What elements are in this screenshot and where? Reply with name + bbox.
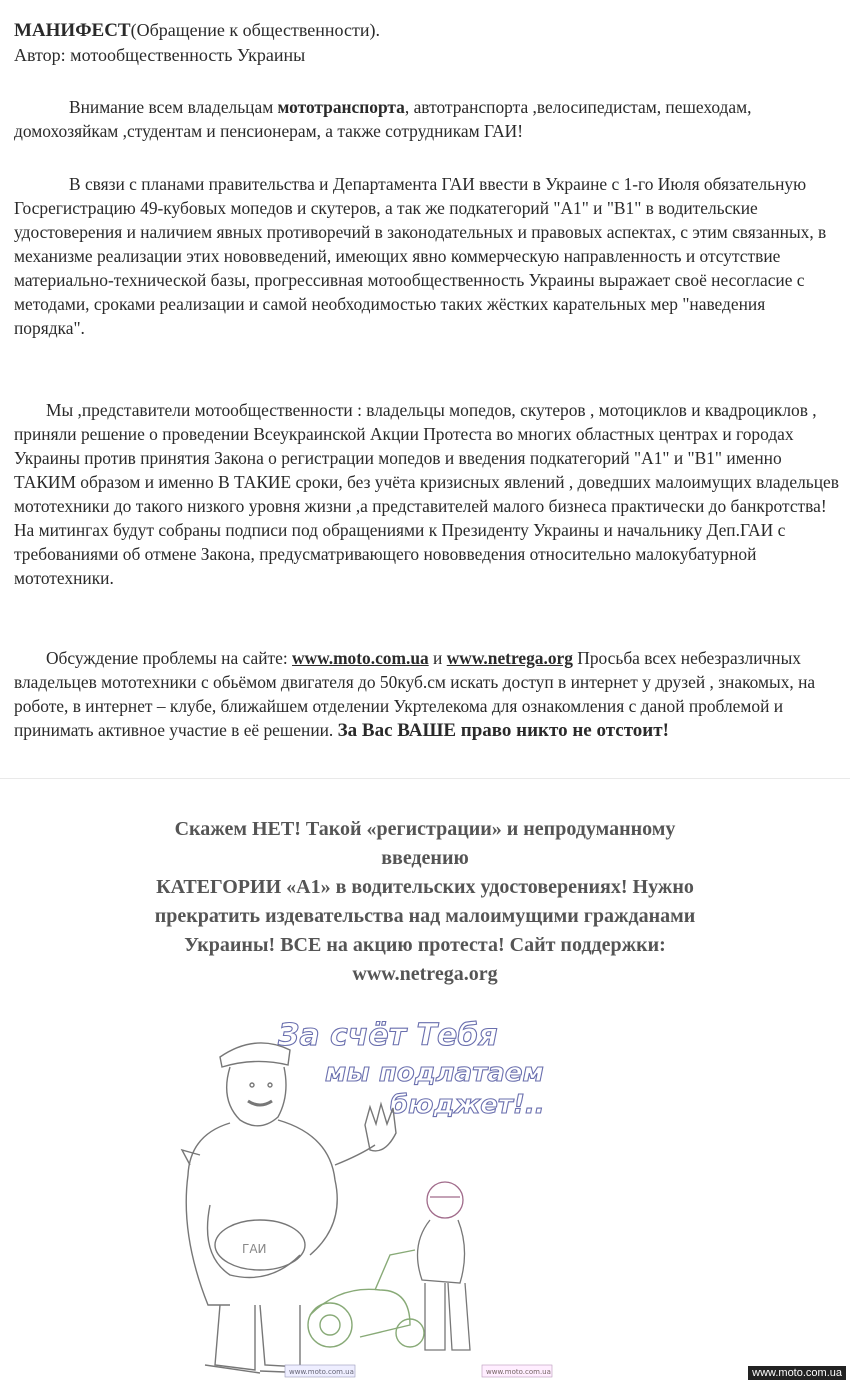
- child-figure: [418, 1182, 471, 1350]
- manifesto-title: МАНИФЕСТ: [14, 20, 131, 41]
- slogan-line: Скажем НЕТ! Такой «регистрации» и непродуманному: [174, 818, 676, 840]
- p1-text: Внимание всем владельцам: [69, 97, 278, 117]
- cartoon-caption-line: За счёт Тебя: [278, 1018, 498, 1053]
- cartoon-illustration: [160, 1005, 600, 1380]
- slogan-line: Украины! ВСЕ на акцию протеста! Сайт поддержки:: [184, 934, 666, 956]
- cartoon-caption-line: бюджет!..: [390, 1090, 545, 1120]
- paragraph-reasons: [14, 172, 840, 340]
- scooter-figure: [308, 1250, 424, 1347]
- netrega-site-link[interactable]: www.netrega.org: [446, 648, 573, 668]
- p4-text: Обсуждение проблемы на сайте:: [46, 648, 292, 668]
- p4-text-rest: Просьба всех небезразличных владельцев мототехники с обьёмом двигателя до 50куб.см искать доступ в интернет у друзей , знакомых, на роботе, в интернет – клубе, ближайшем отделении Укртелекома для ознакомления с даной проблемой и принимать активное участие в её решении.: [14, 648, 816, 740]
- manifesto-subtitle: (Обращение к общественности).: [130, 20, 380, 40]
- paragraph-protest: [14, 398, 840, 590]
- p1-text-end: , автотранспорта ,велосипедистам, пешеходам, домохозяйкам ,студентам и пенсионерам, а также сотрудникам ГАИ!: [14, 97, 752, 141]
- p4-connector: и: [428, 648, 447, 668]
- p1-bold-word: мототранспорта: [277, 97, 405, 117]
- site-watermark: www.moto.com.ua: [748, 1366, 846, 1380]
- slogan-line: прекратить издевательства над малоимущими гражданами: [154, 905, 696, 927]
- belly-label: ГАИ: [242, 1242, 267, 1256]
- slogan-line: КАТЕГОРИИ «А1» в водительских удостоверениях! Нужно: [156, 876, 694, 898]
- p3-text: Мы ,представители мотообщественности : владельцы мопедов, скутеров , мотоциклов и квадроциклов , приняли решение о проведении Всеукраинской Акции Протеста во многих областных центрах и городах Украины против принятия Закона о регистрации мопедов и введения подкатегорий "А1" и "В1" именно ТАКИМ образом и именно В ТАКИЕ сроки, без учёта кризисных явлений , доведших малоимущих владельцев мототехники до такого низкого уровня жизни ,а представителей малого бизнеса практически до банкротства! На митингах будут собраны подписи под обращениями к Президенту Украины и начальнику Деп.ГАИ с требованиями об отмене Закона, предусматривающего нововведения относительно малокубатурной мототехники.: [14, 400, 839, 588]
- slogan-site: www.netrega.org: [352, 963, 498, 985]
- p2-text: В связи с планами правительства и Департамента ГАИ ввести в Украине с 1-го Июля обязательную Госрегистрацию 49-кубовых мопедов и скутеров, а так же подкатегорий "А1" и "В1" в водительские удостоверения и наличием явных противоречий в законодательных и правовых аспектах, с этим связанных, в механизме реализации этих нововведений, имеющих явно коммерческую направленность и отсутствие материально-технической базы, прогрессивная мотообщественность Украины выражает своё несогласие с методами, сроками реализации и самой необходимостью таких жёстких карательных мер "наведения порядка".: [14, 174, 827, 338]
- slogan-line: введению: [381, 847, 469, 869]
- slogan-block: [20, 815, 830, 989]
- author-line: Автор: мотообщественность Украины: [14, 45, 306, 65]
- section-divider: [0, 778, 850, 779]
- sign-left-text: www.moto.com.ua: [289, 1368, 354, 1376]
- sign-right-text: www.moto.com.ua: [486, 1368, 551, 1376]
- p4-closing-statement: За Вас ВАШЕ право никто не отстоит!: [337, 720, 669, 741]
- paragraph-attention: [14, 95, 840, 143]
- cartoon-caption-line: мы подлатаем: [325, 1058, 544, 1088]
- police-officer-figure: [182, 1043, 396, 1373]
- paragraph-discussion: [14, 646, 840, 743]
- moto-site-link[interactable]: www.moto.com.ua: [292, 648, 429, 668]
- manifesto-header: [14, 18, 840, 67]
